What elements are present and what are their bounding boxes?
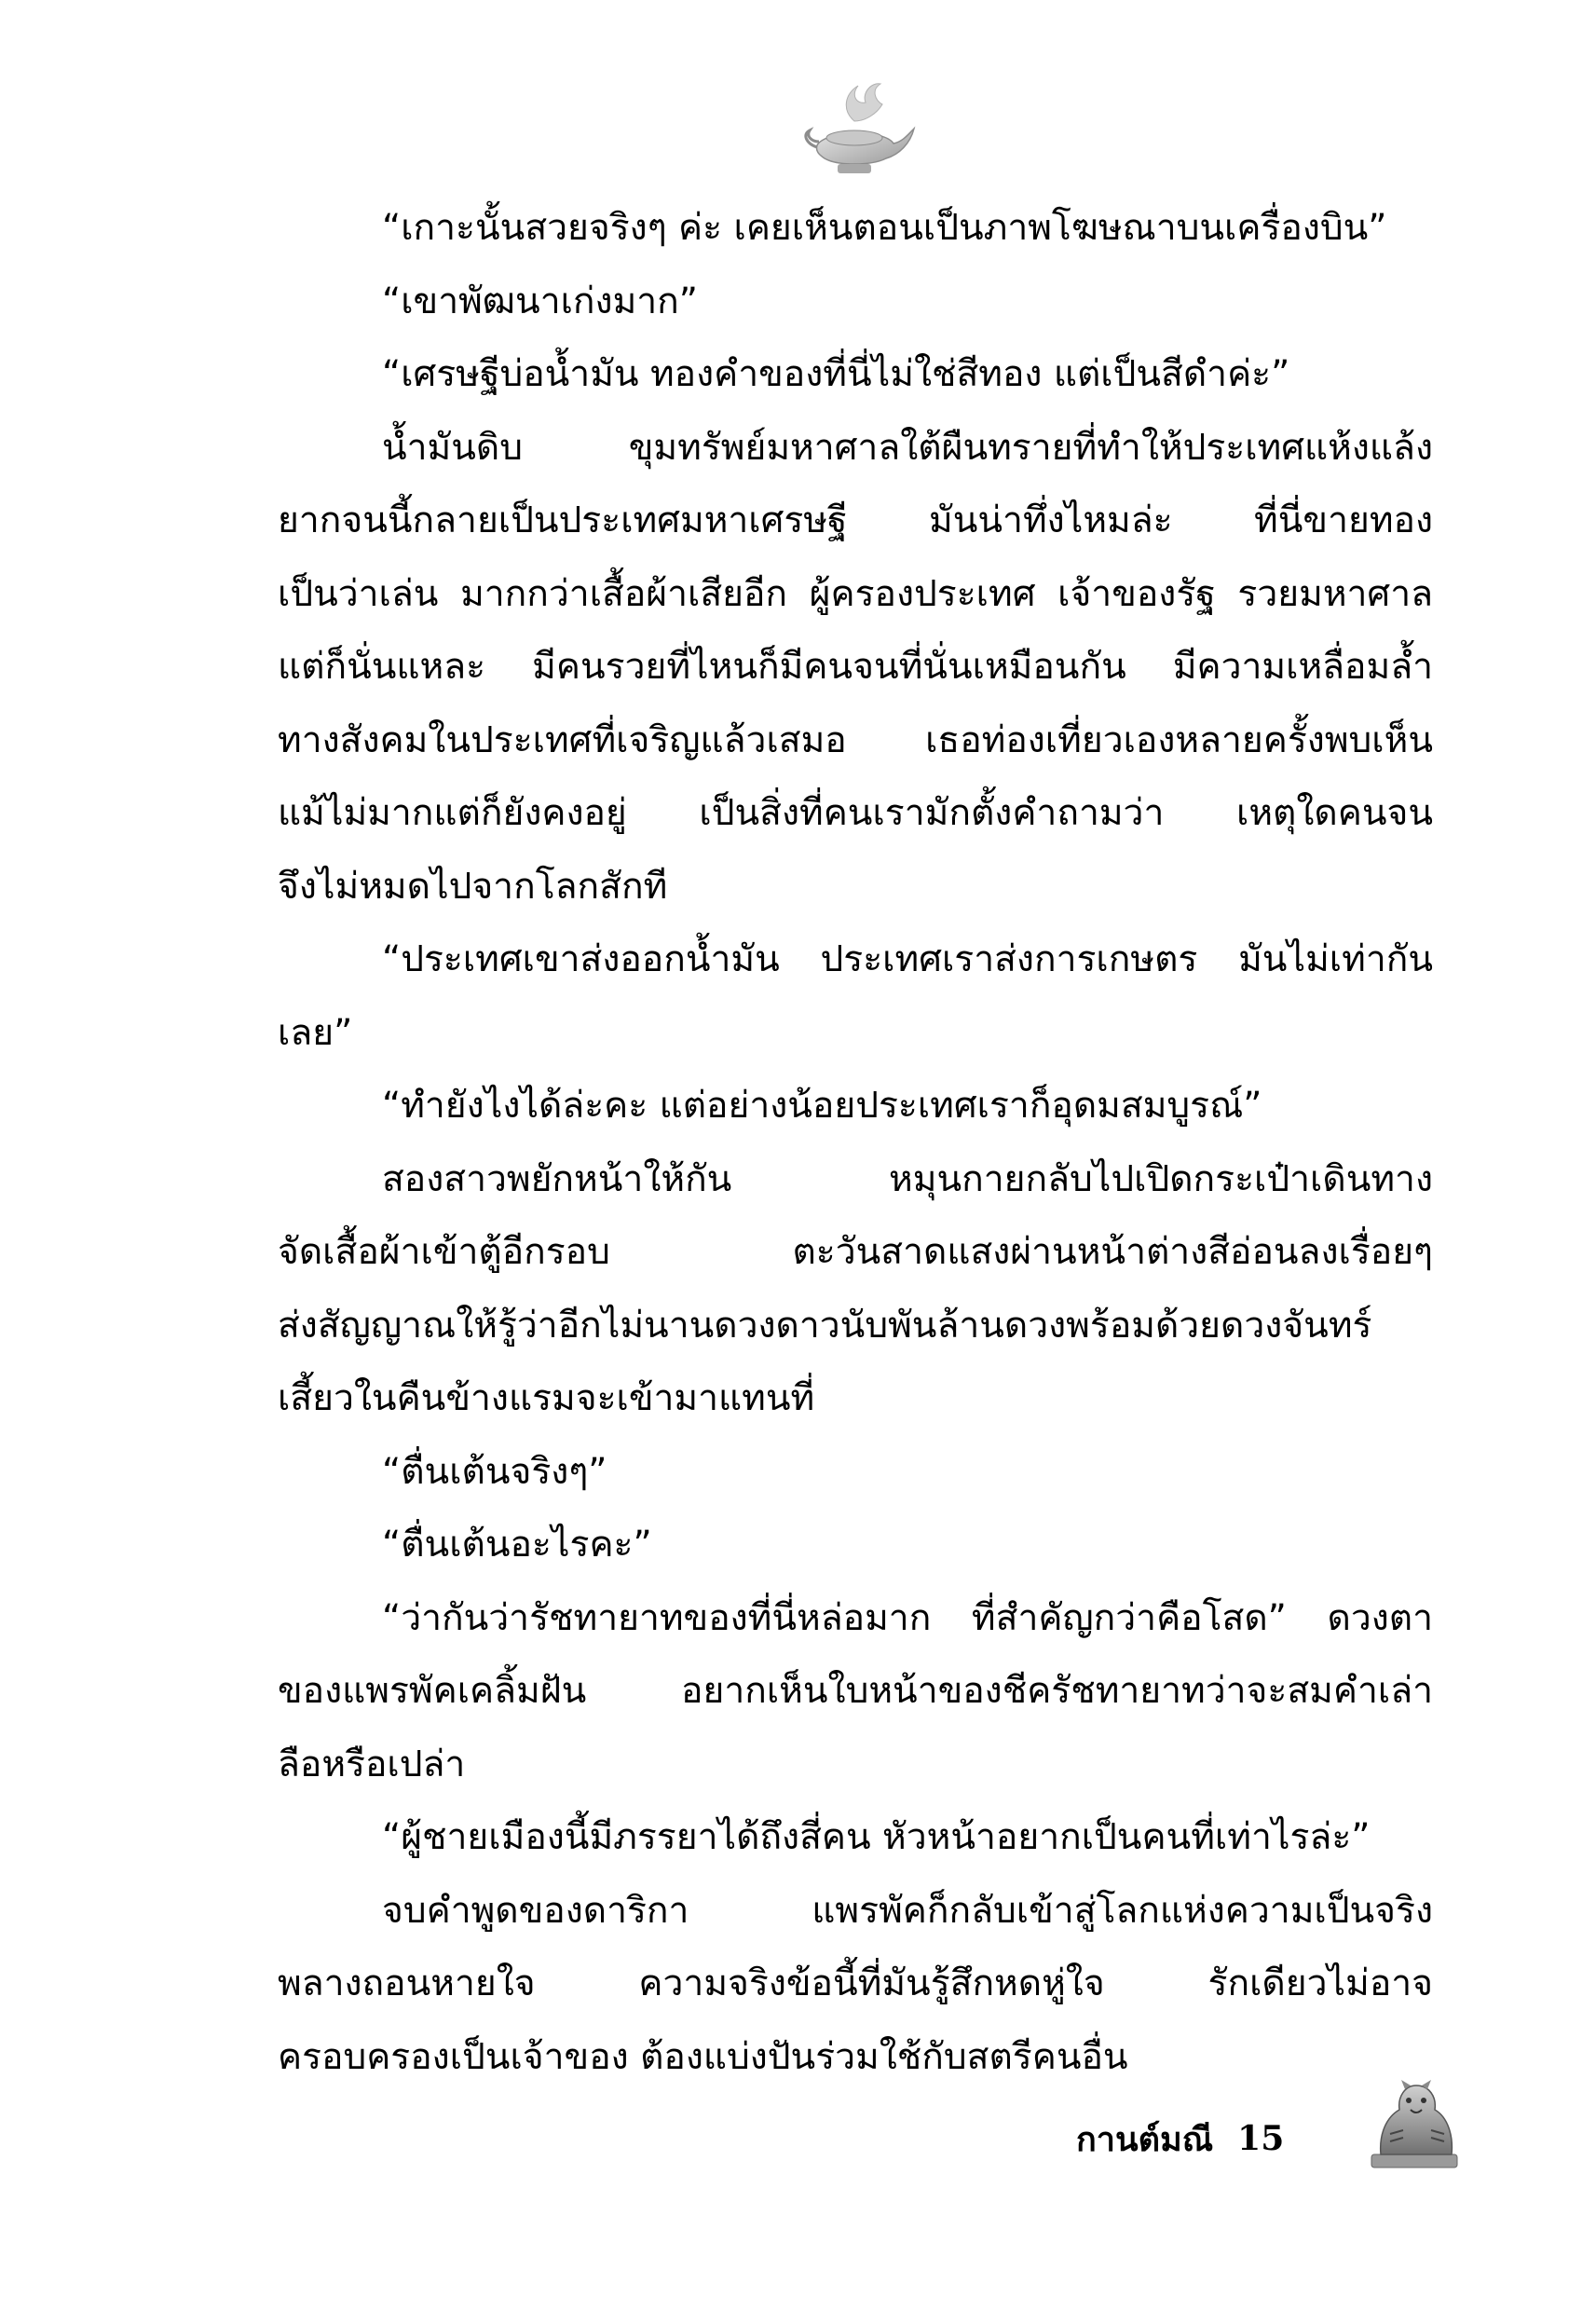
text-line: “ว่ากันว่ารัชทายาทของที่นี่หล่อมาก ที่สำคัญกว่าคือโสด” ดวงตา	[382, 1596, 1433, 1639]
text-line: ลือหรือเปล่า	[278, 1743, 466, 1785]
text-line: “ตื่นเต้นจริงๆ”	[382, 1450, 607, 1493]
text-line: ของแพรพัคเคลิ้มฝัน อยากเห็นใบหน้าของชีครัชทายาทว่าจะสมคำเล่า	[278, 1670, 1433, 1712]
text-line: “ประเทศเขาส่งออกน้ำมัน ประเทศเราส่งการเกษตร มันไม่เท่ากัน	[382, 938, 1433, 980]
page-footer	[1076, 2101, 1284, 2176]
text-line: “เศรษฐีบ่อน้ำมัน ทองคำของที่นี่ไม่ใช่สีทอง แต่เป็นสีดำค่ะ”	[382, 353, 1290, 395]
text-line: จึงไม่หมดไปจากโลกสักที	[278, 865, 668, 908]
text-line: เสี้ยวในคืนข้างแรมจะเข้ามาแทนที่	[278, 1377, 815, 1419]
text-line: สองสาวพยักหน้าให้กัน หมุนกายกลับไปเปิดกระเป๋าเดินทาง	[382, 1157, 1433, 1200]
text-line: น้ำมันดิบ ขุมทรัพย์มหาศาลใต้ผืนทรายที่ทำให้ประเทศแห้งแล้ง	[382, 426, 1433, 469]
text-line: ยากจนนี้กลายเป็นประเทศมหาเศรษฐี มันน่าทึ่งไหมล่ะ ที่นี่ขายทอง	[278, 499, 1433, 541]
text-line: จบคำพูดของดาริกา แพรพัคก็กลับเข้าสู่โลกแห่งความเป็นจริง	[382, 1889, 1433, 1932]
text-line: แต่ก็นั่นแหละ มีคนรวยที่ไหนก็มีคนจนที่นั่นเหมือนกัน มีความเหลื่อมล้ำ	[278, 646, 1433, 688]
paragraph	[278, 192, 1433, 266]
text-line: จัดเสื้อผ้าเข้าตู้อีกรอบ ตะวันสาดแสงผ่านหน้าต่างสีอ่อนลงเรื่อยๆ	[278, 1231, 1433, 1273]
text-line: ทางสังคมในประเทศที่เจริญแล้วเสมอ เธอท่องเที่ยวเองหลายครั้งพบเห็น	[278, 718, 1433, 761]
text-line: แม้ไม่มากแต่ก็ยังคงอยู่ เป็นสิ่งที่คนเรามักตั้งคำถามว่า เหตุใดคนจน	[278, 792, 1433, 834]
tiger-statue-icon	[1362, 2069, 1466, 2173]
paragraph	[278, 1436, 1433, 1510]
text-line: “เกาะนั้นสวยจริงๆ ค่ะ เคยเห็นตอนเป็นภาพโฆษณาบนเครื่องบิน”	[382, 207, 1387, 249]
text-line: “ผู้ชายเมืองนี้มีภรรยาได้ถึงสี่คน หัวหน้าอยากเป็นคนที่เท่าไรล่ะ”	[382, 1816, 1371, 1858]
text-line: “ตื่นเต้นอะไรคะ”	[382, 1524, 652, 1566]
page-number: 15	[1237, 2119, 1285, 2158]
text-line: พลางถอนหายใจ ความจริงข้อนี้ที่มันรู้สึกหดหู่ใจ รักเดียวไม่อาจ	[278, 1962, 1433, 2004]
body-text	[278, 192, 1433, 2094]
paragraph	[278, 338, 1433, 412]
text-line: “ทำยังไงได้ล่ะคะ แต่อย่างน้อยประเทศเราก็อุดมสมบูรณ์”	[382, 1085, 1262, 1127]
book-title: กานต์มณี	[1076, 2119, 1214, 2159]
paragraph	[278, 1070, 1433, 1143]
text-line: เป็นว่าเล่น มากกว่าเสื้อผ้าเสียอีก ผู้ครองประเทศ เจ้าของรัฐ รวยมหาศาล	[278, 572, 1433, 615]
text-line: ครอบครองเป็นเจ้าของ ต้องแบ่งปันร่วมใช้กับสตรีคนอื่น	[278, 2035, 1128, 2078]
text-line: ส่งสัญญาณให้รู้ว่าอีกไม่นานดวงดาวนับพันล้านดวงพร้อมด้วยดวงจันทร์	[278, 1304, 1372, 1347]
text-line: เลย”	[278, 1011, 353, 1054]
paragraph	[278, 1801, 1433, 1875]
text-line: “เขาพัฒนาเก่งมาก”	[382, 280, 699, 322]
paragraph	[278, 1509, 1433, 1582]
paragraph	[278, 266, 1433, 339]
magic-lamp-icon	[797, 67, 918, 188]
